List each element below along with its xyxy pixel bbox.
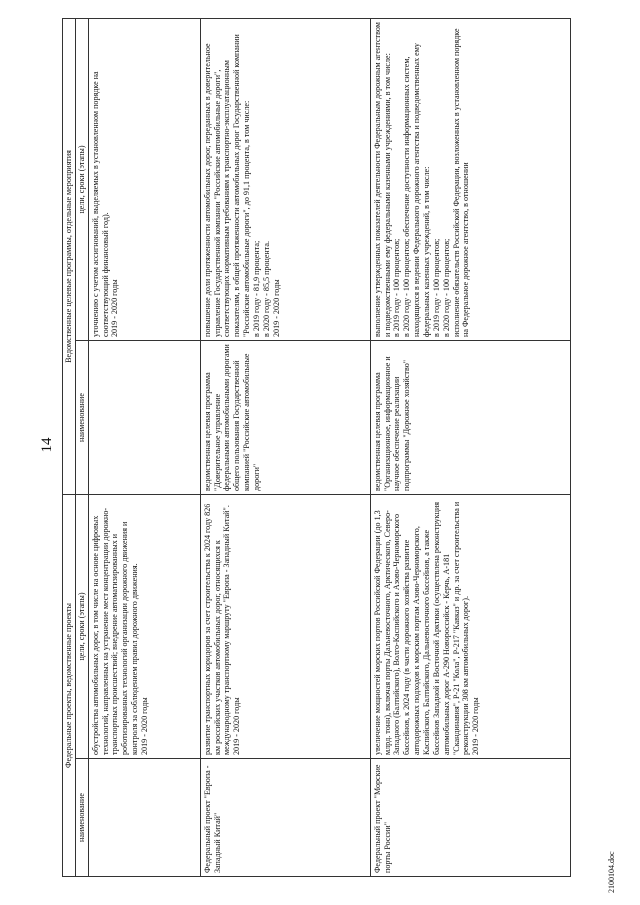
programs-table — [62, 18, 571, 877]
cell-departmental-name: ведомственная целевая программа "Доверительное управление федеральными автомобильными дорогами общего пользования Государственной компанией "Российские автомобильные дороги" — [200, 341, 370, 495]
column-header-departmental-goals: цели, сроки (этапы) — [75, 19, 88, 341]
group-header-departmental: Ведомственные целевые программы, отдельные мероприятия — [63, 19, 76, 495]
table-row — [200, 19, 370, 877]
table-row — [370, 19, 570, 877]
cell-departmental-goals: выполнение утвержденных показателей деятельности Федеральным дорожным агентством и подведомственными ему федеральными казенными учреждениями, в том числе: в 2019 году - 100 процентов; в 2020 году - 100 процентов; обеспечение доступности информационных систем, находящихся в ведении Федерального дорожного агентства и подведомственных ему федеральных казенных учреждений, в том числе: в 2019 году - 100 процентов; в 2020 году - 100 процентов; исполнение обязательств Российской Федерации, возложенных в установленном порядке на Федеральное дорожное агентство, в отношении — [370, 19, 570, 341]
group-header-row — [63, 19, 76, 877]
cell-federal-name — [88, 759, 200, 877]
page-number: 14 — [39, 437, 55, 453]
cell-federal-goals: обустройства автомобильных дорог, в том числе на основе цифровых технологий, направленных на устранение мест концентрации дорожно-транспортных происшествий; внедрение автоматизированных и роботизированных технологий организации дорожного движения и контроля за соблюдением правил дорожного движения. 2019 - 2020 годы — [88, 495, 200, 759]
cell-departmental-goals: уточнению с учетом ассигнований, выделяемых в установленном порядке на соответствующий финансовый год). 2019 - 2020 годы — [88, 19, 200, 341]
cell-departmental-name — [88, 341, 200, 495]
cell-federal-name: Федеральный проект "Европа - Западный Китай" — [200, 759, 370, 877]
cell-departmental-name: ведомственная целевая программа "Организационное, информационное и научное обеспечение реализации подпрограммы "Дорожное хозяйство" — [370, 341, 570, 495]
document-code: 2100104.doc — [607, 851, 616, 893]
cell-federal-name: Федеральный проект "Морские порты России" — [370, 759, 570, 877]
column-header-federal-name: наименование — [75, 759, 88, 877]
column-header-federal-goals: цели, сроки (этапы) — [75, 495, 88, 759]
group-header-federal: Федеральные проекты, ведомственные проекты — [63, 495, 76, 877]
cell-departmental-goals: повышение доли протяженности автомобильных дорог, переданных в доверительное управление Государственной компании "Российские автомобильные дороги", соответствующих нормативным требованиям к транспортно-эксплуатационным показателям, в общей протяженности автомобильных дорог Государственной компании "Российские автомобильные дороги", до 91,1 процента, в том числе: в 2019 году - 81,9 процента; в 2020 году - 85,5 процента. 2019 - 2020 годы — [200, 19, 370, 341]
column-header-row — [75, 19, 88, 877]
cell-federal-goals: развитие транспортных коридоров за счет строительства к 2024 году 826 км российских участков автомобильных дорог, относящихся к международному транспортному маршруту "Европа - Западный Китай". 2019 - 2020 годы — [200, 495, 370, 759]
column-header-departmental-name: наименование — [75, 341, 88, 495]
table-row — [88, 19, 200, 877]
cell-federal-goals: увеличение мощностей морских портов Российской Федерации (до 1,3 млрд. тонн), включая порты Дальневосточного, Арктического, Северо-Западного (Балтийского), Волго-Каспийского и Азово-Черноморского бассейнов, к 2024 году (в части дорожного хозяйства развитие автодорожных подходов к морским портам Азово-Черноморского, Каспийского, Балтийского, Дальневосточного бассейнов, а также бассейнов Западной и Восточной Арктики (осуществлена реконструкция автомобильных дорог А-290 Новороссийск - Керчь, А-181 "Скандинавия", Р-21 "Кола", Р-217 "Кавказ" и др. за счет строительства и реконструкции 308 км автомобильных дорог). 2019 - 2020 годы — [370, 495, 570, 759]
